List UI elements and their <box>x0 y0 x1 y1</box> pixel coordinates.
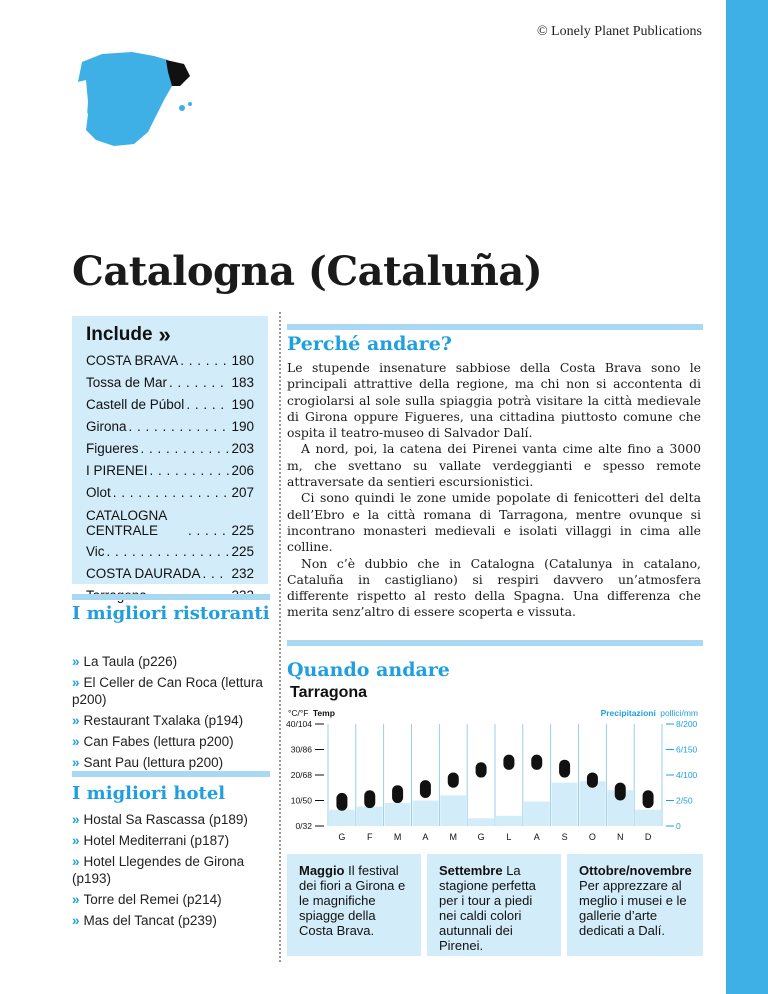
toc-item[interactable] <box>86 394 254 416</box>
toc-item[interactable] <box>86 372 254 394</box>
list-item[interactable] <box>72 712 272 729</box>
toc-item[interactable] <box>86 504 254 541</box>
left-axis-unit-text: °C/°F <box>288 708 309 718</box>
toc-page: 183 <box>231 375 254 390</box>
card-text: La stagione perfetta per i tour a piedi nei caldi colori autunnali dei Pirenei. <box>439 863 536 953</box>
climate-chart <box>284 704 704 846</box>
list-item-text: Sant Pau (lettura p200) <box>83 755 224 770</box>
list-item[interactable] <box>72 674 272 708</box>
toc-item[interactable] <box>86 438 254 460</box>
precip-bar <box>440 795 466 826</box>
season-card <box>427 854 561 956</box>
precip-bar <box>329 810 355 826</box>
toc-label: Vic <box>86 544 105 559</box>
toc-item[interactable] <box>86 563 254 585</box>
include-heading-text: Include <box>86 324 153 345</box>
portugal-gap <box>76 80 88 130</box>
toc-item[interactable] <box>86 416 254 438</box>
toc-page: 225 <box>231 523 254 538</box>
temp-range <box>503 755 514 770</box>
right-tick-label: 0 <box>676 821 681 831</box>
arrow-icon: » <box>72 675 80 690</box>
toc-label: COSTA BRAVA <box>86 353 179 368</box>
spain-outline <box>78 52 176 146</box>
list-item-text: Hotel Mediterrani (p187) <box>83 833 230 848</box>
month-label: L <box>506 832 512 842</box>
arrow-icon: » <box>72 892 80 907</box>
dot-leader <box>150 460 230 482</box>
toc-item[interactable] <box>86 460 254 482</box>
restaurants-heading: I migliori ristoranti <box>72 603 270 624</box>
precip-bar <box>635 810 661 826</box>
season-card <box>567 854 703 956</box>
toc-page: 232 <box>231 566 254 581</box>
dot-leader <box>169 372 229 394</box>
month-label: A <box>533 832 540 842</box>
toc-label: Figueres <box>86 441 139 456</box>
right-tick-label: 4/100 <box>676 770 698 780</box>
toc-page: 190 <box>231 419 254 434</box>
list-item-text: Can Fabes (lettura p200) <box>83 734 234 749</box>
toc-page: 207 <box>231 485 254 500</box>
paragraph: A nord, poi, la catena dei Pirenei vanta cime alte fino a 3000 m, che svettano su vallate verdeggianti e spesso remote attraversate da sentieri escursionistici. <box>287 441 701 490</box>
precip-bar <box>413 801 439 827</box>
precip-bar <box>524 802 550 826</box>
precip-bar <box>468 818 494 826</box>
left-tick-label: 0/32 <box>295 821 312 831</box>
paragraph: Le stupende insenature sabbiose della Costa Brava sono le principali attrattive della regione, ma chi non si accontenta di crogiolarsi al sole sulla spiaggia potrà visitare la città medievale di Girona oppure Figueres, una cittadina piuttosto comune che ospita il teatro-museo di Salvador Dalí. <box>287 360 701 441</box>
temp-range <box>420 780 431 798</box>
toc-label: COSTA DAURADA <box>86 566 201 581</box>
list-item[interactable] <box>72 853 272 887</box>
month-label: A <box>422 832 429 842</box>
list-item-text: Hostal Sa Rascassa (p189) <box>83 812 248 827</box>
card-text: Il festival dei fiori a Girona e le magnifiche spiagge della Costa Brava. <box>299 863 406 938</box>
right-axis-unit <box>601 708 698 718</box>
paragraph: Non c’è dubbio che in Catalogna (Catalunya in catalano, Cataluña in castigliano) si respiri davvero un’atmosfera differente rispetto al resto della Spagna. Una differenza che merita senz’altro di essere scoperta e vissuta. <box>287 555 701 620</box>
month-label: G <box>477 832 485 842</box>
side-color-bar <box>726 0 768 994</box>
toc-page: 203 <box>231 441 254 456</box>
list-item[interactable] <box>72 653 272 670</box>
arrow-icon: » <box>72 654 80 669</box>
arrow-icon: » <box>72 734 80 749</box>
when-heading: Quando andare <box>287 659 450 681</box>
include-heading <box>86 324 254 346</box>
month-label: F <box>367 832 373 842</box>
card-text: Per apprezzare al meglio i musei e le gallerie d’arte dedicati a Dalí. <box>579 878 687 938</box>
left-tick-label: 20/68 <box>290 770 312 780</box>
list-item-text: Mas del Tancat (p239) <box>83 913 217 928</box>
season-cards <box>287 854 703 956</box>
month-label: D <box>644 832 652 842</box>
right-tick-label: 8/200 <box>676 719 698 729</box>
precip-bar <box>496 816 522 826</box>
page-title: Catalogna (Cataluña) <box>72 248 543 295</box>
temp-range <box>643 790 654 808</box>
arrow-icon: » <box>72 812 80 827</box>
dot-leader <box>113 482 230 504</box>
section-rule <box>287 324 703 330</box>
arrow-icon: » <box>72 713 80 728</box>
hotels-list <box>72 811 272 933</box>
temp-range <box>364 790 375 808</box>
month-label: O <box>588 832 596 842</box>
list-item-text: Hotel Llegendes de Girona (p193) <box>72 854 245 886</box>
toc-item[interactable] <box>86 482 254 504</box>
why-body <box>287 360 701 621</box>
dot-leader <box>180 350 229 372</box>
arrow-icon: » <box>72 854 80 869</box>
include-box <box>72 316 268 584</box>
spain-locator-map <box>72 46 208 158</box>
why-heading: Perché andare? <box>287 333 452 355</box>
right-axis-label-text: Precipitazioni <box>600 708 656 718</box>
list-item[interactable] <box>72 754 272 771</box>
list-item-text: El Celler de Can Roca (lettura p200) <box>72 675 263 707</box>
list-item-text: La Taula (p226) <box>83 654 178 669</box>
balearic-island <box>179 105 185 111</box>
toc-page: 180 <box>231 353 254 368</box>
section-rule <box>287 640 703 646</box>
dot-leader <box>203 563 230 585</box>
double-arrow-icon: » <box>158 322 171 347</box>
hotels-heading: I migliori hotel <box>72 783 226 804</box>
section-rule <box>72 594 270 600</box>
left-tick-label: 30/86 <box>290 744 312 755</box>
balearic-island <box>188 102 192 106</box>
card-month: Maggio <box>299 863 345 878</box>
list-item[interactable] <box>72 832 272 849</box>
right-tick-label: 6/150 <box>676 744 698 755</box>
toc-label: Olot <box>86 485 111 500</box>
list-item[interactable] <box>72 811 272 828</box>
column-divider <box>279 312 281 962</box>
toc-page: 190 <box>231 397 254 412</box>
section-rule <box>72 771 270 777</box>
right-axis-unit-text: pollici/mm <box>660 708 698 718</box>
paragraph: Ci sono quindi le zone umide popolate di fenicotteri del delta dell’Ebro e la città romana di Tarragona, mentre ovunque si incontrano monasteri medievali e isolati villaggi in cima alle colline. <box>287 490 701 555</box>
list-item[interactable] <box>72 733 272 750</box>
month-label: S <box>561 832 568 842</box>
month-label: M <box>449 832 457 842</box>
precip-bar <box>385 803 411 826</box>
temp-range <box>476 762 487 777</box>
dot-leader <box>188 523 229 538</box>
restaurants-list <box>72 653 272 775</box>
month-label: M <box>393 832 402 842</box>
copyright-notice: © Lonely Planet Publications <box>536 24 702 39</box>
list-item-text: Torre del Remei (p214) <box>83 892 222 907</box>
temp-range <box>559 760 570 778</box>
left-axis-label-text: Temp <box>312 708 335 718</box>
season-card <box>287 854 421 956</box>
toc-page: 206 <box>231 463 254 478</box>
dot-leader <box>129 416 230 438</box>
dot-leader <box>141 438 230 460</box>
city-name: Tarragona <box>290 684 368 701</box>
dot-leader <box>107 541 230 563</box>
temp-range <box>336 793 347 811</box>
temp-range <box>615 783 626 801</box>
toc-label: Girona <box>86 419 127 434</box>
left-tick-label: 40/104 <box>286 719 312 729</box>
temp-range <box>531 755 542 770</box>
list-item[interactable] <box>72 912 272 929</box>
arrow-icon: » <box>72 833 80 848</box>
temp-range <box>392 785 403 803</box>
toc-label: CATALOGNA CENTRALE <box>86 508 167 538</box>
toc-page: 225 <box>231 544 254 559</box>
right-tick-label: 2/50 <box>676 795 693 806</box>
month-label: N <box>617 832 624 842</box>
arrow-icon: » <box>72 913 80 928</box>
temp-range <box>587 772 598 787</box>
precip-bar <box>580 781 606 826</box>
toc-item[interactable] <box>86 350 254 372</box>
month-label: G <box>338 832 346 842</box>
temp-range <box>448 772 459 787</box>
include-list <box>86 350 254 607</box>
left-axis-unit <box>288 708 335 718</box>
card-month: Ottobre/novembre <box>579 863 692 878</box>
left-tick-label: 10/50 <box>290 795 312 806</box>
arrow-icon: » <box>72 755 80 770</box>
card-month: Settembre <box>439 863 503 878</box>
toc-label: I PIRENEI <box>86 463 148 478</box>
toc-label: Castell de Púbol <box>86 397 185 412</box>
toc-label: Tossa de Mar <box>86 375 168 390</box>
precip-bar <box>357 807 383 826</box>
dot-leader <box>186 394 229 416</box>
precip-bar <box>552 783 578 826</box>
list-item[interactable] <box>72 891 272 908</box>
toc-item[interactable] <box>86 541 254 563</box>
list-item-text: Restaurant Txalaka (p194) <box>83 713 244 728</box>
